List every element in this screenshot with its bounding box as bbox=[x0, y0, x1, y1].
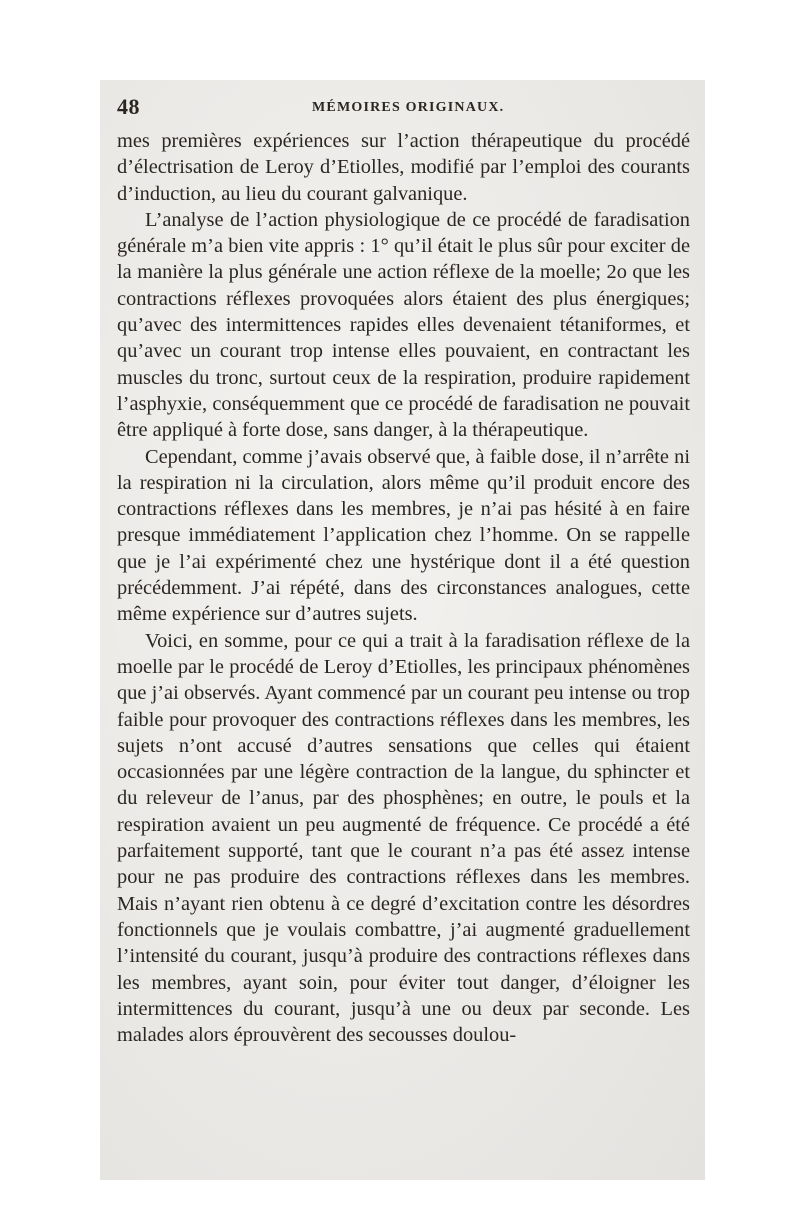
paragraph: L’analyse de l’action physiologique de ce procédé de faradisation générale m’a bien vite appris : 1° qu’il était le plus sûr pour exciter de la manière la plus générale une action réflexe de la moelle; 2o que les contractions réflexes provoquées alors étaient des plus énergiques; qu’avec des intermittences rapides elles devenaient tétaniformes, et qu’avec un courant trop intense elles pouvaient, en contractant les muscles du tronc, surtout ceux de la respiration, produire rapidement l’asphyxie, conséquemment que ce procédé de faradisation ne pouvait être appliqué à forte dose, sans danger, à la thérapeutique. bbox=[117, 208, 690, 442]
paragraph-continuation: mes premières expériences sur l’action thérapeutique du procédé d’électrisation de Leroy d’Etiolles, modifié par l’emploi des courants d’induction, au lieu du courant galvanique. bbox=[117, 130, 690, 205]
page-number: 48 bbox=[117, 94, 140, 119]
running-head: MÉMOIRES ORIGINAUX. bbox=[312, 100, 505, 115]
body-text bbox=[117, 128, 690, 1048]
paragraph: Voici, en somme, pour ce qui a trait à la faradisation réflexe de la moelle par le procédé de Leroy d’Etiolles, les principaux phénomènes que j’ai observés. Ayant commencé par un courant peu intense ou trop faible pour provoquer des contractions réflexes dans les membres, les sujets n’ont accusé d’autres sensations que celles qui étaient occasionnées par une légère contraction de la langue, du sphincter et du releveur de l’anus, par des phosphènes; en outre, le pouls et la respiration avaient un peu augmenté de fréquence. Ce procédé a été parfaitement supporté, tant que le courant n’a pas été assez intense pour ne pas produire des contractions réflexes dans les membres. Mais n’ayant rien obtenu à ce degré d’excitation contre les désordres fonctionnels que je voulais combattre, j’ai augmenté graduellement l’intensité du courant, jusqu’à produire des contractions réflexes dans les membres, ayant soin, pour éviter tout danger, d’éloigner les intermittences du courant, jusqu’à une ou deux par seconde. Les malades alors éprouvèrent des secousses doulou- bbox=[117, 629, 690, 1047]
paragraph: Cependant, comme j’avais observé que, à faible dose, il n’arrête ni la respiration ni la circulation, alors même qu’il produit encore des contractions réflexes dans les membres, je n’ai pas hésité à en faire presque immédiatement l’application chez l’homme. On se rappelle que je l’ai expérimenté chez une hystérique dont il a été question précédemment. J’ai répété, dans des circonstances analogues, cette même expérience sur d’autres sujets. bbox=[117, 445, 690, 626]
page-header bbox=[117, 94, 692, 124]
